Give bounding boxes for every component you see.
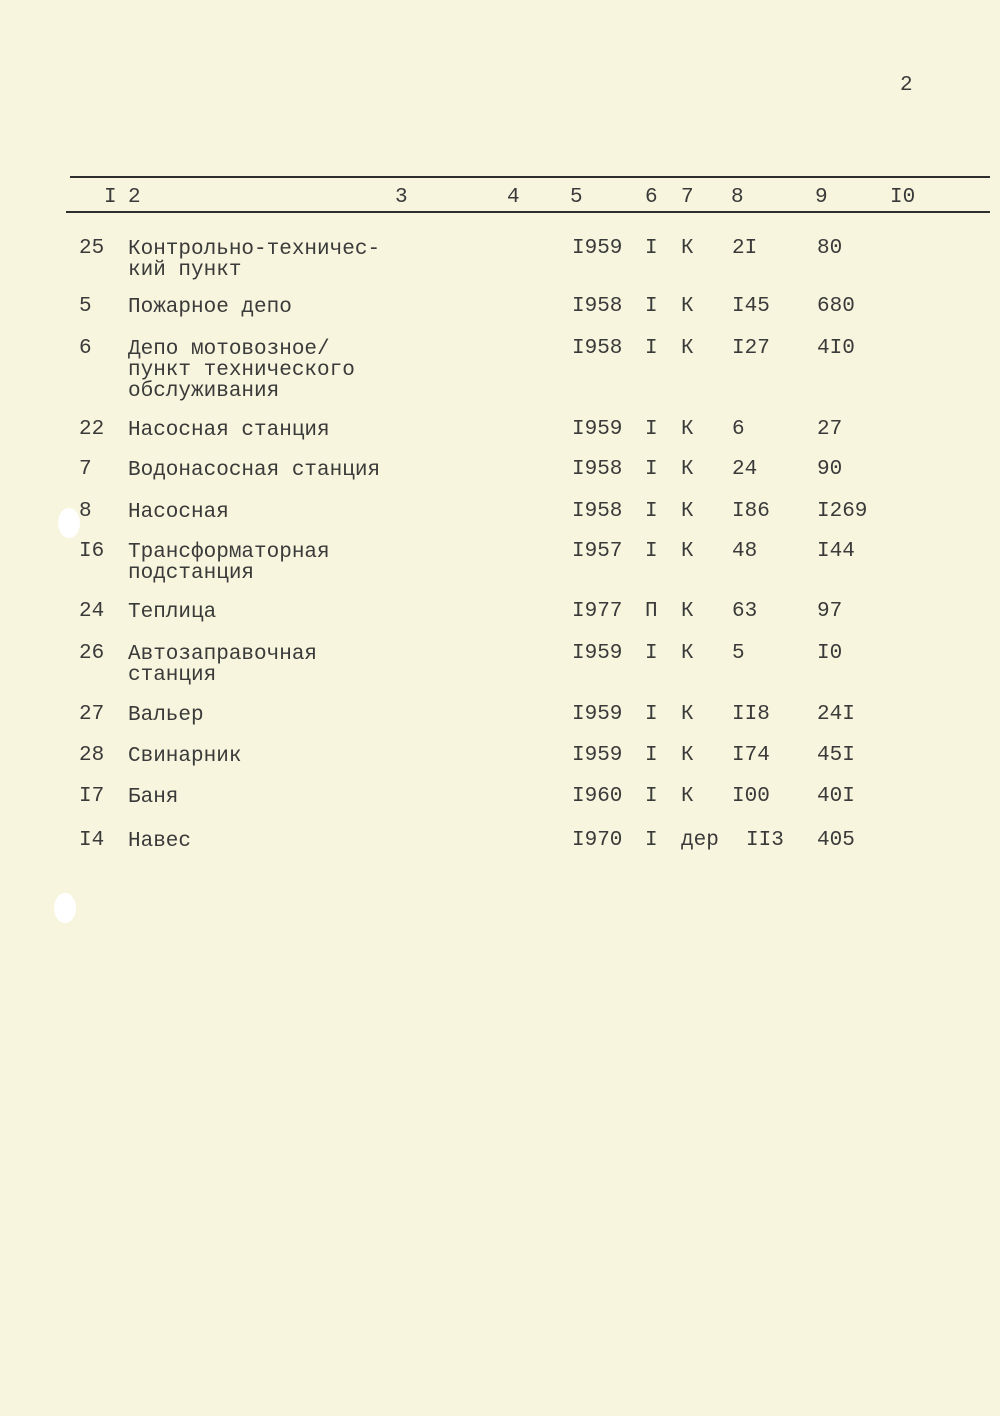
punch-hole [54, 893, 76, 923]
building-name: Насосная станция [128, 419, 330, 442]
year-built: I958 [572, 295, 623, 318]
building-name: Депо мотовозное/ пункт технического обслуживания [128, 338, 355, 403]
material-value: К [681, 458, 694, 481]
column-header-8: 8 [731, 186, 744, 209]
volume-value: 680 [817, 295, 855, 318]
area-value: I74 [732, 744, 770, 767]
building-name: Водонасосная станция [128, 459, 381, 482]
class-value: I [645, 540, 658, 563]
material-value: К [681, 642, 694, 665]
column-header-10: I0 [890, 186, 916, 209]
material-value: К [681, 237, 694, 260]
volume-value: I0 [817, 642, 843, 665]
page-number: 2 [900, 74, 913, 97]
table-top-rule [70, 176, 990, 178]
volume-value: 4I0 [817, 337, 855, 360]
class-value: I [645, 642, 658, 665]
area-value: 6 [732, 418, 745, 441]
row-number: 22 [79, 418, 105, 441]
class-value: I [645, 295, 658, 318]
class-value: I [645, 829, 658, 852]
class-value: I [645, 744, 658, 767]
area-value: 24 [732, 458, 758, 481]
volume-value: 90 [817, 458, 843, 481]
material-value: К [681, 600, 694, 623]
building-name: Теплица [128, 601, 217, 624]
column-header-5: 5 [570, 186, 583, 209]
column-header-4: 4 [507, 186, 520, 209]
class-value: I [645, 418, 658, 441]
area-value: I00 [732, 785, 770, 808]
year-built: I957 [572, 540, 623, 563]
class-value: I [645, 500, 658, 523]
class-value: П [645, 600, 658, 623]
volume-value: 27 [817, 418, 843, 441]
material-value: К [681, 703, 694, 726]
material-value: К [681, 785, 694, 808]
year-built: I958 [572, 458, 623, 481]
volume-value: 24I [817, 703, 855, 726]
volume-value: 80 [817, 237, 843, 260]
volume-value: 40I [817, 785, 855, 808]
year-built: I970 [572, 829, 623, 852]
building-name: Пожарное депо [128, 296, 292, 319]
row-number: 8 [79, 500, 92, 523]
column-header-1: I [104, 186, 117, 209]
year-built: I959 [572, 418, 623, 441]
volume-value: I44 [817, 540, 855, 563]
row-number: 5 [79, 295, 92, 318]
year-built: I959 [572, 642, 623, 665]
class-value: I [645, 703, 658, 726]
year-built: I960 [572, 785, 623, 808]
row-number: 27 [79, 703, 105, 726]
area-value: 2I [732, 237, 758, 260]
area-value: I45 [732, 295, 770, 318]
row-number: 6 [79, 337, 92, 360]
class-value: I [645, 237, 658, 260]
year-built: I959 [572, 744, 623, 767]
area-value: II8 [732, 703, 770, 726]
row-number: I7 [79, 785, 105, 808]
column-header-9: 9 [815, 186, 828, 209]
volume-value: 45I [817, 744, 855, 767]
column-header-7: 7 [681, 186, 694, 209]
material-value: дер [681, 829, 719, 852]
building-name: Автозаправочная станция [128, 643, 318, 687]
class-value: I [645, 337, 658, 360]
building-name: Свинарник [128, 745, 242, 768]
material-value: К [681, 337, 694, 360]
row-number: 28 [79, 744, 105, 767]
table-header-rule [66, 211, 990, 213]
year-built: I959 [572, 703, 623, 726]
area-value: 5 [732, 642, 745, 665]
material-value: К [681, 295, 694, 318]
row-number: 25 [79, 237, 105, 260]
year-built: I959 [572, 237, 623, 260]
year-built: I958 [572, 337, 623, 360]
material-value: К [681, 540, 694, 563]
punch-hole [58, 508, 80, 538]
row-number: I6 [79, 540, 105, 563]
area-value: 63 [732, 600, 758, 623]
volume-value: I269 [817, 500, 868, 523]
building-name: Контрольно-техничес- кий пункт [128, 238, 381, 282]
material-value: К [681, 500, 694, 523]
material-value: К [681, 744, 694, 767]
area-value: I86 [732, 500, 770, 523]
volume-value: 405 [817, 829, 855, 852]
area-value: II3 [746, 829, 784, 852]
row-number: 7 [79, 458, 92, 481]
row-number: 24 [79, 600, 105, 623]
area-value: 48 [732, 540, 758, 563]
building-name: Насосная [128, 501, 229, 524]
year-built: I977 [572, 600, 623, 623]
year-built: I958 [572, 500, 623, 523]
column-header-6: 6 [645, 186, 658, 209]
building-name: Баня [128, 786, 179, 809]
class-value: I [645, 458, 658, 481]
area-value: I27 [732, 337, 770, 360]
row-number: 26 [79, 642, 105, 665]
class-value: I [645, 785, 658, 808]
volume-value: 97 [817, 600, 843, 623]
column-header-3: 3 [395, 186, 408, 209]
row-number: I4 [79, 829, 105, 852]
material-value: К [681, 418, 694, 441]
building-name: Навес [128, 830, 192, 853]
building-name: Трансформаторная подстанция [128, 541, 330, 585]
column-header-2: 2 [128, 186, 141, 209]
building-name: Вальер [128, 704, 204, 727]
